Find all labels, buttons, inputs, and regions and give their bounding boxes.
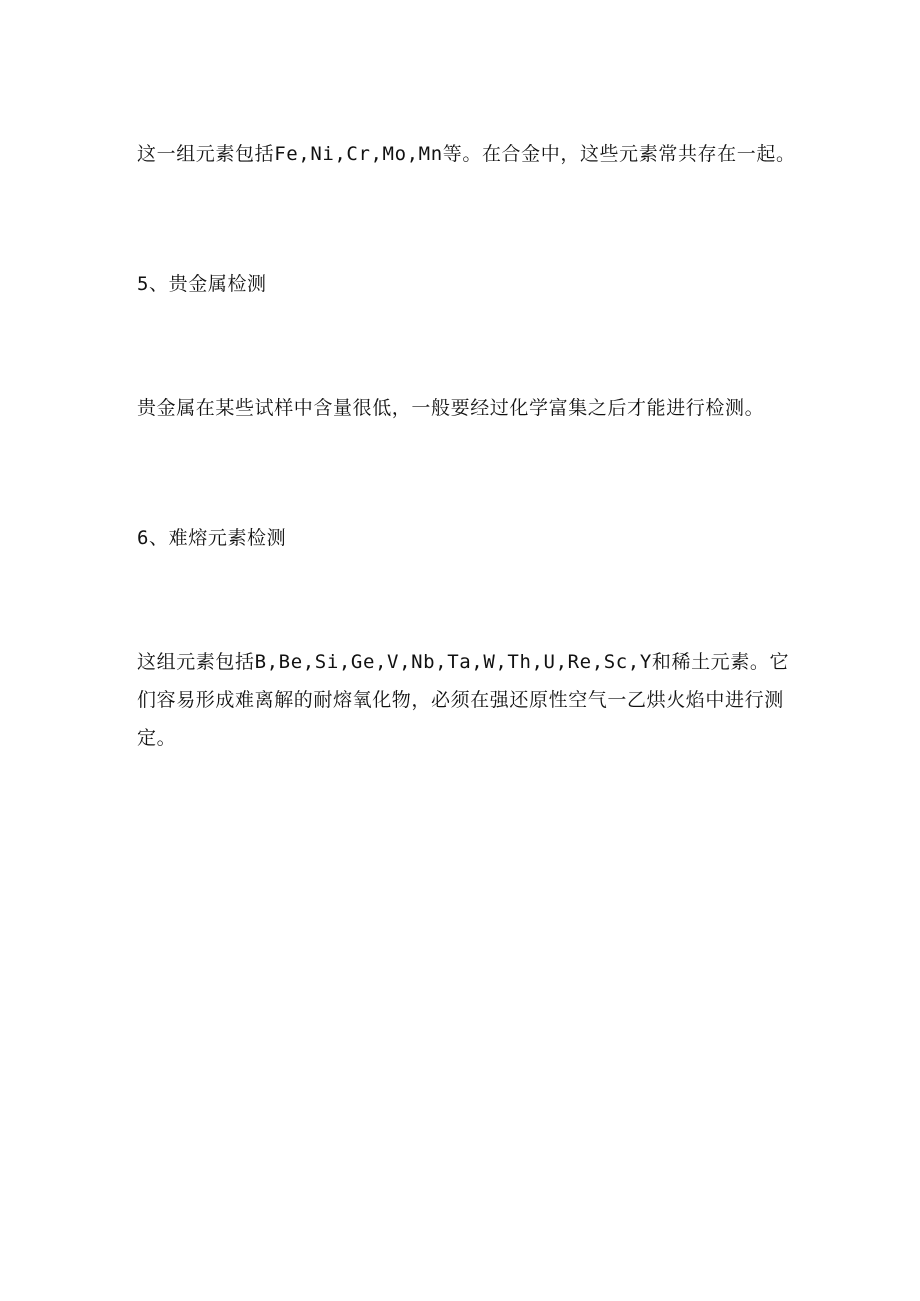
section-heading-refractory-elements: 6、难熔元素检测	[137, 527, 287, 549]
paragraph-precious-metals: 贵金属在某些试样中含量很低，一般要经过化学富集之后才能进行检测。	[137, 397, 765, 419]
paragraph-refractory-elements: 这组元素包括B,Be,Si,Ge,V,Nb,Ta,W,Th,U,Re,Sc,Y和稀土元素。它们容易形成难离解的耐熔氧化物，必须在强还原性空气一乙烘火焰中进行测定。	[137, 651, 790, 749]
paragraph-elements-group: 这一组元素包括Fe,Ni,Cr,Mo,Mn等。在合金中，这些元素常共存在一起。	[137, 143, 796, 165]
section-heading-precious-metals: 5、贵金属检测	[137, 273, 267, 295]
